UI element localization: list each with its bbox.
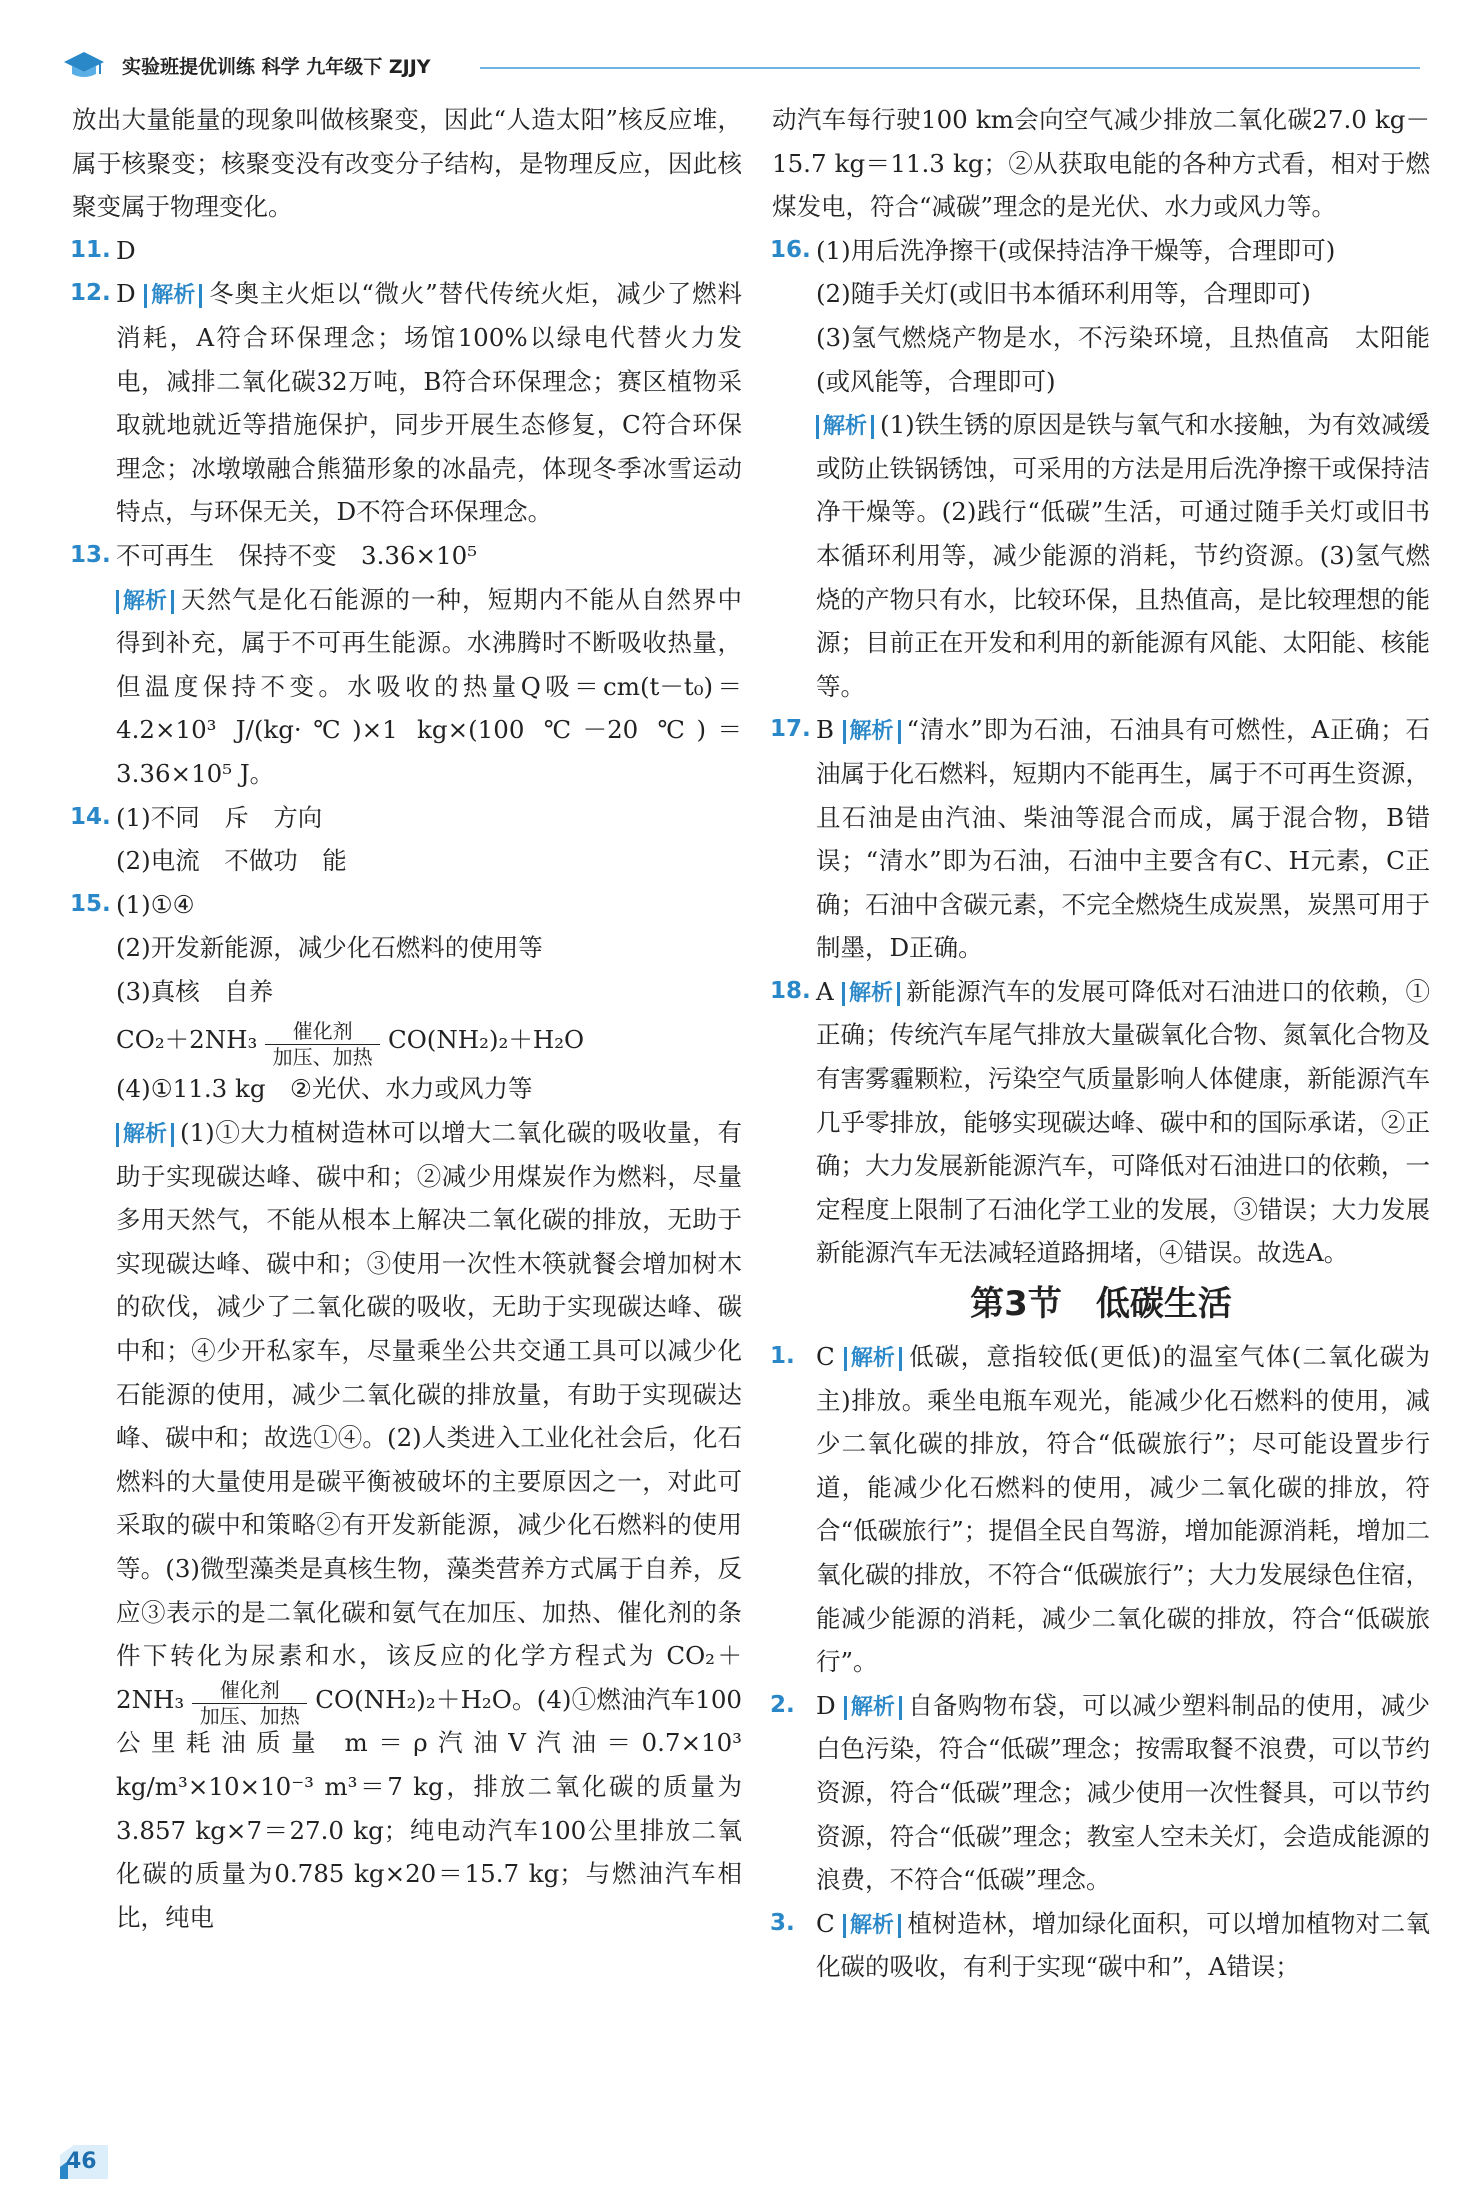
answer-line: (3)真核 自养 [116,976,274,1006]
analysis-text: (1)①大力植树造林可以增大二氧化碳的吸收量，有助于实现碳达峰、碳中和；②减少用煤炭作为燃料，尽量多用天然气，不能从根本上解决二氧化碳的排放，无助于实现碳达峰、碳中和；③使用一次性木筷就餐会增加树木的砍伐，减少了二氧化碳的吸收，无助于实现碳达峰、碳中和；④少开私家车，尽量乘坐公共交通工具可以减少化石能源的使用，减少二氧化碳的排放量，有助于实现碳达峰、碳中和；故选①④。(2)人类进入工业化社会后，化石燃料的大量使用是碳平衡被破坏的主要原因之一，对此可采取的碳中和策略②有开发新能源，减少化石燃料的使用等。(3)微型藻类是真核生物，藻类营养方式属于自养，反应③表示的是二氧化碳和氨气在加压、加热、催化剂的条件下转化为尿素和水，该反应的化学方程式为 CO₂＋2NH₃ [116,1118,742,1714]
intro-paragraph: 放出大量能量的现象叫做核聚变，因此“人造太阳”核反应堆，属于核聚变；核聚变没有改变分子结构，是物理反应，因此核聚变属于物理变化。 [72,105,742,222]
question-11 [72,229,742,273]
question-number: 17. [770,716,811,743]
analysis-text: 自备购物布袋，可以减少塑料制品的使用，减少白色污染，符合“低碳”理念；按需取餐不浪费，可以节约资源，符合“低碳”理念；减少使用一次性餐具，可以节约资源，符合“低碳”理念；教室人空未关灯，会造成能源的浪费，不符合“低碳”理念。 [816,1690,1430,1895]
analysis-tag: 解析 [144,284,202,308]
chemical-equation [116,1013,742,1067]
analysis-tag: 解析 [843,720,901,744]
answer: D [816,1690,836,1720]
question-number: 1. [770,1343,795,1370]
question-12 [72,272,742,534]
answer: C [816,1908,835,1938]
analysis-tag: 解析 [844,1696,902,1720]
question-number: 13. [70,541,111,568]
analysis-tag: 解析 [844,1347,902,1371]
header-title: 实验班提优训练 科学 九年级下 ZJJY [122,56,431,78]
analysis-text: 新能源汽车的发展可降低对石油进口的依赖，①正确；传统汽车尾气排放大量碳氧化合物、氮氧化合物及有害雾霾颗粒，污染空气质量影响人体健康，新能源汽车几乎零排放，能够实现碳达峰、碳中和的国际承诺，②正确；大力发展新能源汽车，可降低对石油进口的依赖，一定程度上限制了石油化学工业的发展，③错误；大力发展新能源汽车无法减轻道路拥堵，④错误。故选A。 [816,976,1430,1268]
question-17 [772,708,1430,970]
analysis-text: “清水”即为石油，石油具有可燃性，A正确；石油属于化石燃料，短期内不能再生，属于不可再生资源，且石油是由汽油、柴油等混合而成，属于混合物，B错误；“清水”即为石油，石油中主要含有C、H元素，C正确；石油中含碳元素，不完全燃烧生成炭黑，炭黑可用于制墨，D正确。 [816,715,1430,963]
answer-line: (1)①④ [116,889,195,919]
analysis-text: 冬奥主火炬以“微火”替代传统火炬，减少了燃料消耗，A符合环保理念；场馆100%以绿电代替火力发电，减排二氧化碳32万吨，B符合环保理念；赛区植物采取就地就近等措施保护，同步开展生态修复，C符合环保理念；冰墩墩融合熊猫形象的冰晶壳，体现冬季冰雪运动特点，与环保无关，D不符合环保理念。 [116,279,742,527]
question-18 [772,970,1430,1275]
section-question-2 [772,1684,1430,1902]
continued-paragraph: 动汽车每行驶100 km会向空气减少排放二氧化碳27.0 kg－15.7 kg＝11.3 kg；②从获取电能的各种方式看，相对于燃煤发电，符合“减碳”理念的是光伏、水力或风力等。 [772,105,1430,222]
answer-line: (4)①11.3 kg ②光伏、水力或风力等 [116,1074,533,1104]
analysis-tag: 解析 [816,415,874,439]
page-number-text: 46 [66,2149,97,2174]
analysis-text: 植树造林，增加绿化面积，可以增加植物对二氧化碳的吸收，有利于实现“碳中和”，A错误； [816,1908,1430,1982]
question-number: 2. [770,1691,795,1718]
condition-top: 催化剂 [292,1018,353,1043]
equation-reactants: CO₂＋2NH₃ [116,1025,258,1055]
question-16 [772,229,1430,709]
condition-top: 催化剂 [219,1678,280,1703]
question-number: 16. [770,236,811,263]
section-question-1 [772,1335,1430,1684]
answer: C [816,1342,835,1372]
analysis-tag: 解析 [843,1914,901,1938]
answer: D [116,279,136,309]
right-column [772,98,1430,1989]
answer: A [816,976,834,1006]
question-number: 18. [770,977,811,1004]
graduation-cap-icon [60,48,106,82]
answer-line: (2)随手关灯(或旧书本循环利用等，合理即可) [816,279,1311,309]
question-number: 3. [770,1909,795,1936]
page-number [60,2145,120,2179]
equation-products: CO(NH₂)₂＋H₂O [387,1025,585,1055]
answer-line: (3)氢气燃烧产物是水，不污染环境，且热值高 太阳能(或风能等，合理即可) [816,322,1430,396]
page-header [60,48,1420,82]
answer-line: (1)不同 斥 方向 [116,802,323,832]
answer-line: (2)电流 不做功 能 [116,846,347,876]
analysis-text: CO(NH₂)₂＋H₂O。(4)①燃油汽车100公里耗油质量 m＝ρ汽油V汽油＝0.7×10³ kg/m³×10×10⁻³ m³＝7 kg，排放二氧化碳的质量为3.857 kg×7＝27.0 kg；纯电动汽车100公里排放二氧化碳的质量为0.785 kg×20＝15.7 kg；与燃油汽车相比，纯电 [116,1684,743,1932]
question-13 [72,534,742,796]
analysis-text: (1)铁生锈的原因是铁与氧气和水接触，为有效减缓或防止铁锅锈蚀，可采用的方法是用后洗净擦干或保持洁净干燥等。(2)践行“低碳”生活，可通过随手关灯或旧书本循环利用等，减少能源的消耗，节约资源。(3)氢气燃烧的产物只有水，比较环保，且热值高，是比较理想的能源；目前正在开发和利用的新能源有风能、太阳能、核能等。 [816,410,1430,701]
answer-line: (1)用后洗净擦干(或保持洁净干燥等，合理即可) [816,235,1336,265]
analysis-tag: 解析 [116,590,174,614]
header-rule [480,67,1420,69]
answer: B [816,715,835,745]
condition-bottom: 加压、加热 [272,1044,373,1069]
question-15 [72,883,742,1940]
section-title: 第3节 低碳生活 [970,1284,1232,1325]
answer-line: (2)开发新能源，减少化石燃料的使用等 [116,933,543,963]
question-number: 15. [70,890,111,917]
question-number: 14. [70,803,111,830]
section-question-3 [772,1902,1430,1989]
analysis-text: 低碳，意指较低(更低)的温室气体(二氧化碳为主)排放。乘坐电瓶车观光，能减少化石燃料的使用，减少二氧化碳的排放，符合“低碳旅行”；尽可能设置步行道，能减少化石燃料的使用，减少二氧化碳的排放，符合“低碳旅行”；提倡全民自驾游，增加能源消耗，增加二氧化碳的排放，不符合“低碳旅行”；大力发展绿色住宿，能减少能源的消耗，减少二氧化碳的排放，符合“低碳旅行”。 [816,1342,1430,1677]
condition-bottom: 加压、加热 [199,1704,300,1729]
analysis-text: 天然气是化石能源的一种，短期内不能从自然界中得到补充，属于不可再生能源。水沸腾时不断吸收热量，但温度保持不变。水吸收的热量Q吸＝cm(t－t₀)＝4.2×10³ J/(kg·℃)×1 kg×(100 ℃－20 ℃)＝3.36×10⁵ J。 [116,584,742,788]
reaction-condition [192,1678,307,1729]
answer: 不可再生 保持不变 3.36×10⁵ [116,540,478,570]
question-14 [72,796,742,883]
analysis-tag: 解析 [842,982,900,1006]
answer: D [116,235,136,265]
analysis-tag: 解析 [116,1123,174,1147]
reaction-condition [265,1018,380,1069]
left-column [72,98,742,1939]
question-number: 11. [70,236,111,263]
question-number: 12. [70,280,111,307]
